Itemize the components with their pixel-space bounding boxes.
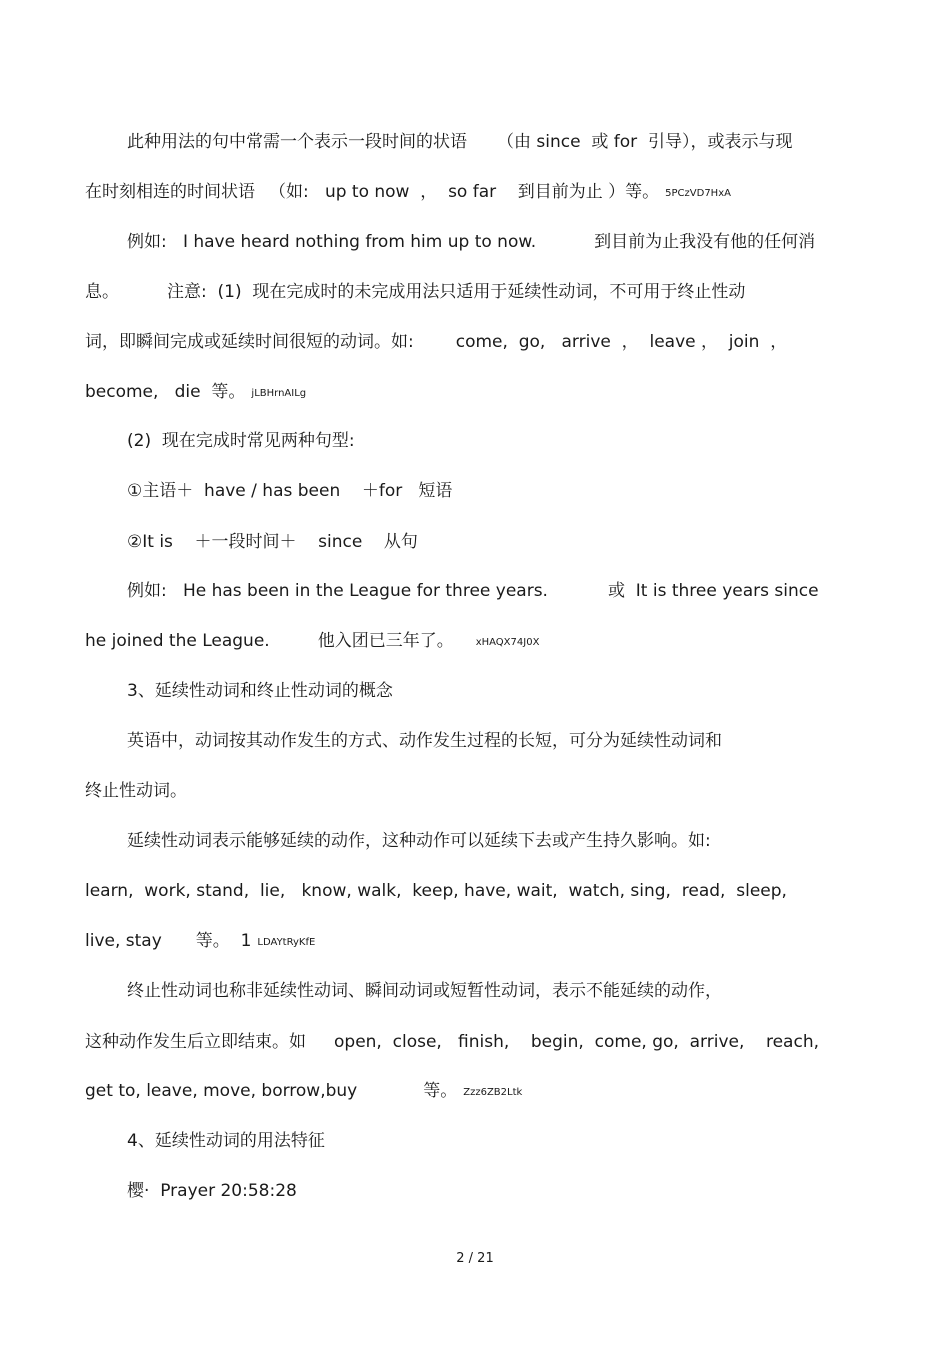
text-line — [127, 131, 792, 153]
text-segment: 他入团已三年了。 — [317, 631, 454, 651]
text-segment: （如: up to now ， so far 到目前为止 ）等。 — [269, 182, 660, 202]
text-segment: 樱· Prayer 20:58:28 — [127, 1181, 297, 1201]
text-line — [127, 480, 452, 502]
text-segment: 词，即瞬间完成或延续时间很短的动词。如: — [85, 332, 414, 352]
text-line — [85, 1080, 522, 1104]
text-segment: 或 It is three years since — [607, 581, 819, 601]
document-code: jLBHrnAILg — [251, 388, 307, 399]
text-line — [127, 1180, 297, 1202]
text-segment: 在时刻相连的时间状语 — [85, 182, 255, 202]
text-segment: live, stay — [85, 931, 162, 951]
text-segment: open, close, finish, begin, come, go, arrive, reach, — [334, 1032, 819, 1052]
text-segment: 英语中，动词按其动作发生的方式、动作发生过程的长短，可分为延续性动词和 — [127, 731, 722, 751]
text-segment: 此种用法的句中常需一个表示一段时间的状语 — [127, 132, 467, 152]
text-segment: learn, work, stand, lie, know, walk, keep, have, wait, watch, sing, read, sleep, — [85, 881, 787, 901]
text-segment: (2) 现在完成时常见两种句型: — [127, 431, 355, 451]
text-line — [85, 381, 306, 405]
text-segment: he joined the League. — [85, 631, 270, 651]
text-line — [85, 880, 787, 902]
document-code: Zzz6ZB2Ltk — [463, 1087, 523, 1098]
text-segment: become, die 等。 — [85, 382, 246, 402]
text-segment: （由 since 或 for 引导），或表示与现 — [497, 132, 793, 152]
text-segment: 息。 — [85, 282, 119, 302]
text-segment: 例如: I have heard nothing from him up to now. — [127, 232, 537, 252]
text-segment: 4、延续性动词的用法特征 — [127, 1131, 325, 1151]
text-segment: get to, leave, move, borrow,buy — [85, 1081, 358, 1101]
text-line — [85, 1031, 819, 1053]
text-line — [127, 430, 355, 452]
document-code: xHAQX74J0X — [475, 637, 540, 648]
text-line — [85, 630, 539, 654]
text-segment: 到目前为止我没有他的任何消 — [594, 232, 816, 252]
document-code: 5PCzVD7HxA — [665, 188, 731, 199]
text-line — [127, 830, 711, 852]
text-line — [85, 181, 731, 205]
text-segment: ②It is ＋一段时间＋ since 从句 — [127, 532, 418, 552]
text-segment: 终止性动词。 — [85, 781, 187, 801]
text-segment: 终止性动词也称非延续性动词、瞬间动词或短暂性动词，表示不能延续的动作， — [127, 981, 722, 1001]
text-segment: 等。 — [423, 1081, 458, 1101]
text-segment: come, go, arrive ， leave ， join ， — [455, 332, 788, 352]
text-segment: 延续性动词表示能够延续的动作，这种动作可以延续下去或产生持久影响。如: — [127, 831, 711, 851]
text-segment: 等。 1 — [195, 931, 252, 951]
text-line — [127, 980, 722, 1002]
section-heading — [127, 680, 393, 702]
text-segment: 这种动作发生后立即结束。如 — [85, 1032, 306, 1052]
section-heading — [127, 1130, 325, 1152]
text-segment: 例如: He has been in the League for three years. — [127, 581, 548, 601]
text-line — [85, 780, 187, 802]
page-number: 2 / 21 — [456, 1251, 494, 1266]
text-line — [127, 580, 819, 602]
text-line — [127, 231, 815, 253]
text-line — [85, 331, 787, 353]
text-segment: ①主语＋ have / has been ＋for 短语 — [127, 481, 453, 501]
text-line — [127, 730, 722, 752]
text-segment: 注意: (1) 现在完成时的未完成用法只适用于延续性动词，不可用于终止性动 — [167, 282, 746, 302]
text-line — [127, 531, 418, 553]
text-line — [85, 281, 745, 303]
document-code: LDAYtRyKfE — [257, 937, 316, 948]
text-line — [85, 930, 315, 954]
text-segment: 3、延续性动词和终止性动词的概念 — [127, 681, 393, 701]
